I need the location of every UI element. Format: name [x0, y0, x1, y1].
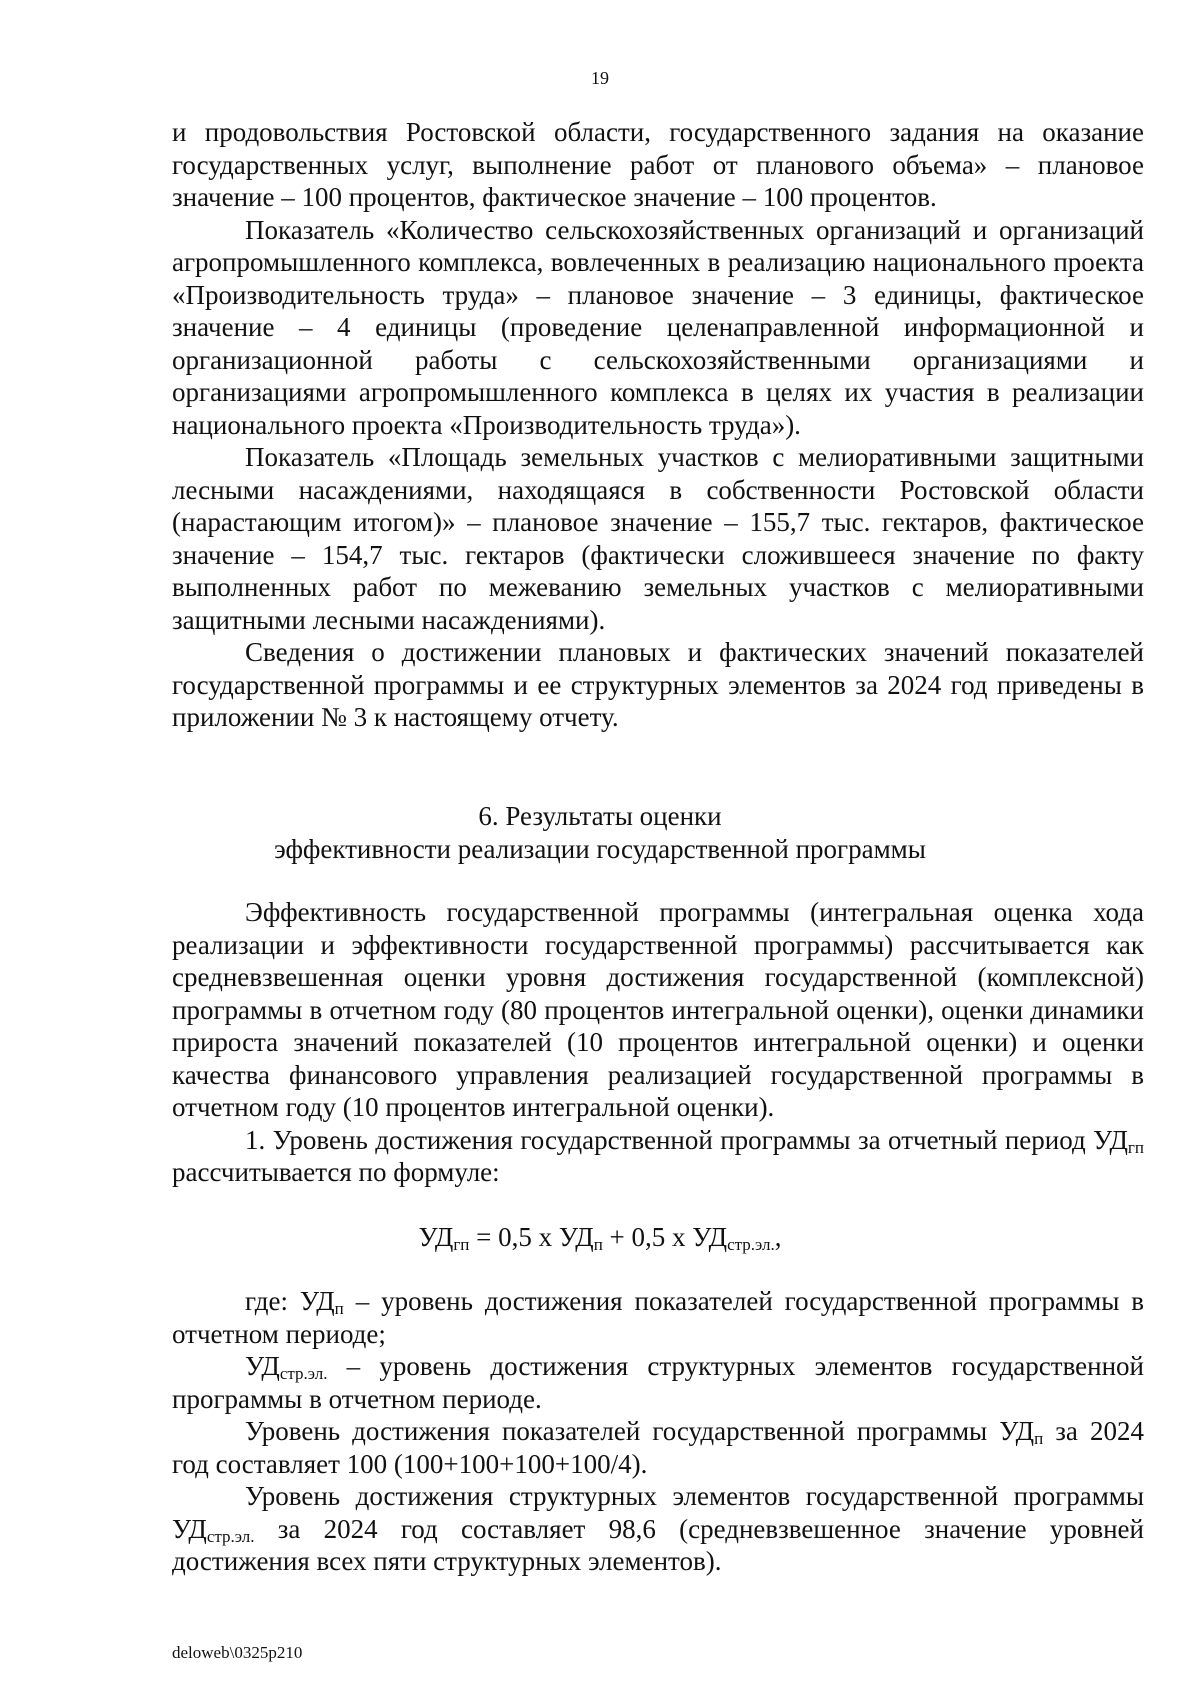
formula-lhs: УД: [418, 1222, 454, 1252]
text-block-efficiency: [172, 896, 1144, 1189]
structural-level-subscript: стр.эл.: [206, 1526, 255, 1546]
paragraph-indicator-organizations: Показатель «Количество сельскохозяйственных организаций и организаций агропромышленного комплекса, вовлеченных в реализацию национального проекта «Производительность труда» – плановое значение – 3 единицы, фактическое значение – 4 единицы (проведение целенаправленной информационной и организационной работы с сельскохозяйственными организациями и организациями агропромышленного комплекса в целях их участия в реализации национального проекта «Производительность труда»).: [172, 214, 1144, 440]
page-number: 19: [591, 68, 609, 88]
formula-plus: + 0,5 x УД: [602, 1222, 728, 1252]
indicator-level-subscript: п: [1034, 1429, 1044, 1448]
paragraph-indicator-land-area: Показатель «Площадь земельных участков с мелиоративными защитными лесными насаждениями, находящаяся в собственности Ростовской области (нарастающим итогом)» – плановое значение – 155,7 тыс. гектаров, фактическое значение – 154,7 тыс. гектаров (фактически сложившееся значение по факту выполненных работ по межеванию земельных участков с мелиоративными защитными лесными насаждениями).: [172, 442, 1144, 635]
paragraph-structural-level-value: [172, 1480, 1144, 1578]
paragraph-continuation: и продовольствия Ростовской области, государственного задания на оказание государственных услуг, выполнение работ от планового объема» – плановое значение – 100 процентов, фактическое значение – 100 процентов.: [172, 117, 1144, 212]
section-heading-line-2: эффективности реализации государственной программы: [274, 833, 926, 864]
formula-term2-subscript: стр.эл.: [727, 1235, 775, 1254]
formula-lhs-subscript: гп: [453, 1235, 470, 1254]
paragraph-appendix-reference: Сведения о достижении плановых и фактических значений показателей государственной программы и ее структурных элементов за 2024 год приведены в приложении № 3 к настоящему отчету.: [172, 637, 1144, 732]
paragraph-indicator-level-value: [172, 1415, 1144, 1480]
document-footer-code: deloweb\0325p210: [172, 1643, 303, 1662]
paragraph-definition-udstr: [172, 1350, 1144, 1415]
formula-term1-subscript: п: [593, 1235, 603, 1254]
formula-eq: = 0,5 x УД: [469, 1222, 594, 1252]
structural-level-text: Уровень достижения структурных элементов государственной программы УД: [172, 1481, 1144, 1544]
formula-achievement-level: [0, 1221, 1200, 1253]
definition-udstr-subscript: стр.эл.: [279, 1364, 328, 1383]
paragraph-achievement-level: [172, 1124, 1144, 1189]
achievement-level-subscript: гп: [1127, 1137, 1144, 1157]
formula-end: ,: [774, 1222, 782, 1252]
definition-udp-label: где: УД: [245, 1286, 335, 1316]
paragraph-efficiency-definition: Эффективность государственной программы (интегральная оценка хода реализации и эффективности государственной программы) рассчитывается как средневзвешенная оценки уровня достижения государственной (комплексной) программы в отчетном году (80 процентов интегральной оценки), оценки динамики прироста значений показателей (10 процентов интегральной оценки) и оценки качества финансового управления реализацией государственной программы в отчетном году (10 процентов интегральной оценки).: [172, 897, 1144, 1122]
indicator-level-text: Уровень достижения показателей государственной программы УД: [245, 1416, 1035, 1446]
paragraph-definition-udp: [172, 1285, 1144, 1350]
definition-udstr-label: УД: [245, 1351, 280, 1381]
definition-udp-text: – уровень достижения показателей государственной программы в отчетном периоде;: [172, 1286, 1144, 1349]
indicator-level-tail: за 2024 год составляет 100 (100+100+100+100/4).: [172, 1416, 1144, 1479]
definition-udp-subscript: п: [334, 1299, 344, 1318]
achievement-level-text: 1. Уровень достижения государственной программы за отчетный период УД: [245, 1124, 1128, 1155]
achievement-level-tail: рассчитывается по формуле:: [172, 1157, 500, 1187]
text-block-indicators: [172, 116, 1144, 734]
text-block-definitions: [172, 1285, 1144, 1578]
section-heading: [0, 800, 1200, 865]
section-heading-line-1: 6. Результаты оценки: [478, 801, 722, 831]
structural-level-tail: за 2024 год составляет 98,6 (средневзвешенное значение уровней достижения всех пяти структурных элементов).: [172, 1513, 1144, 1576]
definition-udstr-text: – уровень достижения структурных элементов государственной программы в отчетном периоде.: [172, 1351, 1144, 1414]
